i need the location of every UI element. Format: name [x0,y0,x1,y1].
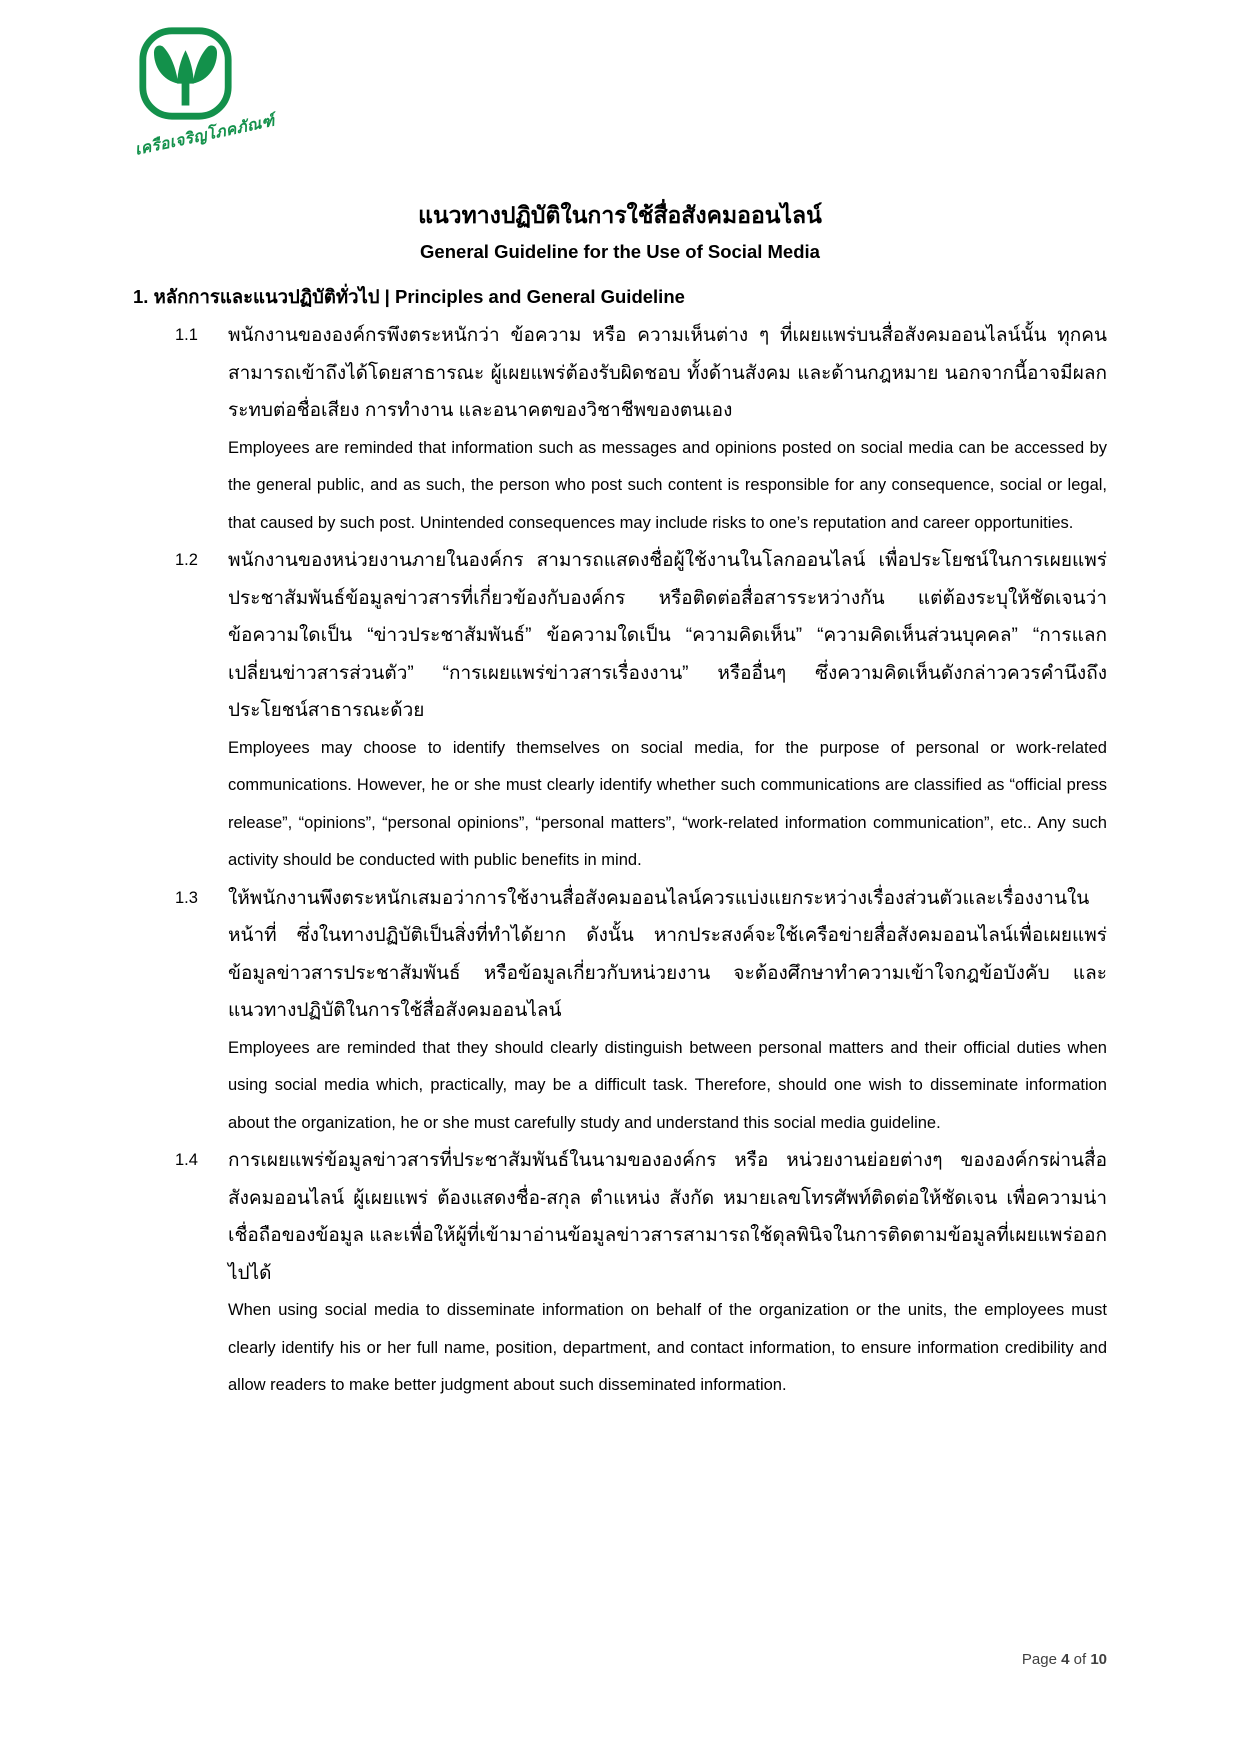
guideline-item [133,880,1107,1143]
page-footer [1022,1651,1107,1668]
item-text-thai: ให้พนักงานพึงตระหนักเสมอว่าการใช้งานสื่อสังคมออนไลน์ควรแบ่งแยกระหว่างเรื่องส่วนตัวและเรื่องงานในหน้าที่ ซึ่งในทางปฏิบัติเป็นสิ่งที่ทำได้ยาก ดังนั้น หากประสงค์จะใช้เครือข่ายสื่อสังคมออนไลน์เพื่อเผยแพร่ข้อมูลข่าวสารประชาสัมพันธ์ หรือข้อมูลเกี่ยวกับหน่วยงาน จะต้องศึกษาทำความเข้าใจกฎข้อบังคับ และแนวทางปฏิบัติในการใช้สื่อสังคมออนไลน์ [228,887,1107,1021]
item-text-english: When using social media to disseminate information on behalf of the organization or the units, the employees must clearly identify his or her full name, position, department, and contact information, to ensure information credibility and allow readers to make better judgment about such disseminated information. [228,1301,1107,1394]
guideline-item [133,1142,1107,1405]
item-number: 1.2 [175,551,198,569]
item-text-thai: พนักงานของหน่วยงานภายในองค์กร สามารถแสดงชื่อผู้ใช้งานในโลกออนไลน์ เพื่อประโยชน์ในการเผยแพร่ ประชาสัมพันธ์ข้อมูลข่าวสารที่เกี่ยวข้องกับองค์กร หรือติดต่อสื่อสารระหว่างกัน แต่ต้องระบุให้ชัดเจนว่า ข้อความใดเป็น “ข่าวประชาสัมพันธ์” ข้อความใดเป็น “ความคิดเห็น” “ความคิดเห็นส่วนบุคคล” “การแลกเปลี่ยนข่าวสารส่วนตัว” “การเผยแพร่ข่าวสารเรื่องงาน” หรืออื่นๆ ซึ่งความคิดเห็นดังกล่าวควรคำนึงถึงประโยชน์สาธารณะด้วย [228,550,1107,721]
item-text-english: Employees may choose to identify themselves on social media, for the purpose of personal or work-related communications. However, he or she must clearly identify whether such communications are classified as “official press release”, “opinions”, “personal opinions”, “personal matters”, “work-related information communication”, etc.. Any such activity should be conducted with public benefits in mind. [228,738,1107,869]
item-body [228,317,1107,542]
guideline-item [133,317,1107,542]
footer-page-label: Page [1021,1651,1057,1668]
item-text-english: Employees are reminded that they should clearly distinguish between personal matters and their official duties when using social media which, practically, may be a difficult task. Therefore, should one wish to disseminate information about the organization, he or she must carefully study and understand this social media guideline. [228,1038,1107,1132]
item-number: 1.3 [175,888,198,907]
section-heading: 1. หลักการและแนวปฏิบัติทั่วไป | Principles and General Guideline [133,286,685,307]
item-text-english: Employees are reminded that information such as messages and opinions posted on social media can be accessed by the general public, and as such, the person who post such content is responsible for any consequence, social or legal, that caused by such post. Unintended consequences may include risks to one’s reputation and career opportunities. [228,438,1107,532]
guideline-items [133,317,1107,1405]
cp-tulip-logo-icon [137,25,234,122]
item-body [228,1142,1107,1405]
item-number: 1.4 [175,1151,198,1169]
item-number: 1.1 [175,326,198,344]
footer-page-number: 4 [1061,1651,1070,1668]
guideline-item [133,542,1107,880]
logo-caption: เครือเจริญโภคภัณฑ์ [133,112,277,159]
document-title-thai: แนวทางปฏิบัติในการใช้สื่อสังคมออนไลน์ [418,202,822,228]
document-title-english: General Guideline for the Use of Social Media [420,241,820,262]
item-text-thai: พนักงานขององค์กรพึงตระหนักว่า ข้อความ หรือ ความเห็นต่าง ๆ ที่เผยแพร่บนสื่อสังคมออนไลน์นั้น ทุกคนสามารถเข้าถึงได้โดยสาธารณะ ผู้เผยแพร่ต้องรับผิดชอบ ทั้งด้านสังคม และด้านกฎหมาย นอกจากนี้อาจมีผลกระทบต่อชื่อเสียง การทำงาน และอนาคตของวิชาชีพของตนเอง [228,325,1107,421]
item-body [228,542,1107,880]
item-body [228,880,1107,1143]
footer-page-total: 10 [1090,1651,1107,1668]
cp-group-logo [133,25,277,173]
footer-of-label: of [1073,1651,1087,1668]
item-text-thai: การเผยแพร่ข้อมูลข่าวสารที่ประชาสัมพันธ์ในนามขององค์กร หรือ หน่วยงานย่อยต่างๆ ขององค์กรผ่านสื่อสังคมออนไลน์ ผู้เผยแพร่ ต้องแสดงชื่อ-สกุล ตำแหน่ง สังกัด หมายเลขโทรศัพท์ติดต่อให้ชัดเจน เพื่อความน่าเชื่อถือของข้อมูล และเพื่อให้ผู้ที่เข้ามาอ่านข้อมูลข่าวสารสามารถใช้ดุลพินิจในการติดตามข้อมูลที่เผยแพร่ออกไปได้ [228,1150,1107,1284]
